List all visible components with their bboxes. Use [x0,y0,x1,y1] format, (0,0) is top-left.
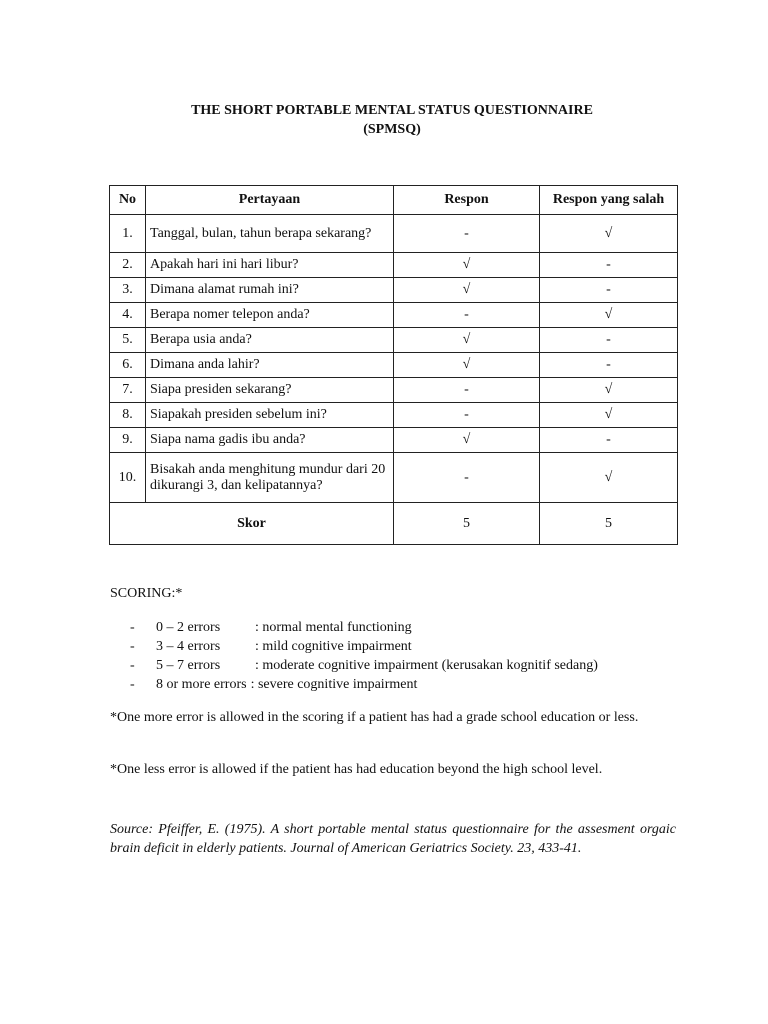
row-wrong-response: - [540,428,678,453]
row-number: 4. [110,303,146,328]
row-question: Dimana alamat rumah ini? [146,278,394,303]
row-wrong-response: √ [540,453,678,503]
header-no: No [110,186,146,215]
source-citation: Source: Pfeiffer, E. (1975). A short portable mental status questionnaire for the assesment orgaic brain deficit in elderly patients. Journal of American Geriatrics Society. 23, 433-41. [110,822,676,856]
row-wrong-response: - [540,353,678,378]
row-number: 8. [110,403,146,428]
row-response: √ [394,328,540,353]
table-row [110,215,678,253]
table-row [110,278,678,303]
row-question: Tanggal, bulan, tahun berapa sekarang? [146,215,394,253]
table-row [110,303,678,328]
list-item [130,675,598,694]
row-number: 7. [110,378,146,403]
error-range: 3 – 4 errors [156,639,221,654]
row-question: Berapa nomer telepon anda? [146,303,394,328]
table-row [110,253,678,278]
table-row [110,328,678,353]
row-response: √ [394,353,540,378]
row-response: - [394,378,540,403]
error-range: 5 – 7 errors [156,658,221,673]
row-response: - [394,403,540,428]
row-response: √ [394,428,540,453]
row-wrong-response: √ [540,303,678,328]
row-question: Siapa nama gadis ibu anda? [146,428,394,453]
row-question: Bisakah anda menghitung mundur dari 20 dikurangi 3, dan kelipatannya? [146,453,394,503]
table-row [110,353,678,378]
row-wrong-response: - [540,253,678,278]
row-number: 10. [110,453,146,503]
list-dash: - [130,658,135,673]
scoring-heading: SCORING:* [110,586,183,601]
list-dash: - [130,677,135,692]
row-number: 1. [110,215,146,253]
error-range: 0 – 2 errors [156,620,221,635]
row-wrong-response: - [540,328,678,353]
row-number: 6. [110,353,146,378]
scoring-note-2: *One less error is allowed if the patient has had education beyond the high school level. [110,762,603,777]
table-row [110,428,678,453]
score-row [110,503,678,545]
row-response: - [394,303,540,328]
row-wrong-response: √ [540,403,678,428]
table-row [110,378,678,403]
list-dash: - [130,620,135,635]
row-response: - [394,215,540,253]
row-question: Apakah hari ini hari libur? [146,253,394,278]
row-wrong-response: √ [540,215,678,253]
row-question: Siapakah presiden sebelum ini? [146,403,394,428]
row-question: Berapa usia anda? [146,328,394,353]
row-question: Siapa presiden sekarang? [146,378,394,403]
score-response: 5 [394,503,540,545]
list-item [130,618,598,637]
document-subtitle: (SPMSQ) [363,122,421,137]
row-response: √ [394,278,540,303]
scoring-list [130,618,598,694]
row-number: 5. [110,328,146,353]
scoring-note-1: *One more error is allowed in the scoring if a patient has had a grade school education or less. [110,710,639,725]
table-row [110,453,678,503]
row-number: 3. [110,278,146,303]
table-row [110,403,678,428]
error-description: : severe cognitive impairment [250,677,418,692]
header-response: Respon [394,186,540,215]
row-response: √ [394,253,540,278]
row-response: - [394,453,540,503]
score-wrong-response: 5 [540,503,678,545]
questionnaire-table [109,185,678,545]
document-title: THE SHORT PORTABLE MENTAL STATUS QUESTIONNAIRE [191,103,593,118]
list-item [130,637,598,656]
row-question: Dimana anda lahir? [146,353,394,378]
header-question: Pertayaan [146,186,394,215]
list-item [130,656,598,675]
header-wrong-response: Respon yang salah [540,186,678,215]
score-label: Skor [110,503,394,545]
row-number: 2. [110,253,146,278]
row-wrong-response: - [540,278,678,303]
list-dash: - [130,639,135,654]
row-number: 9. [110,428,146,453]
error-range: 8 or more errors [156,677,247,692]
error-description: : mild cognitive impairment [255,639,412,654]
row-wrong-response: √ [540,378,678,403]
error-description: : normal mental functioning [255,620,412,635]
error-description: : moderate cognitive impairment (kerusakan kognitif sedang) [255,658,598,673]
